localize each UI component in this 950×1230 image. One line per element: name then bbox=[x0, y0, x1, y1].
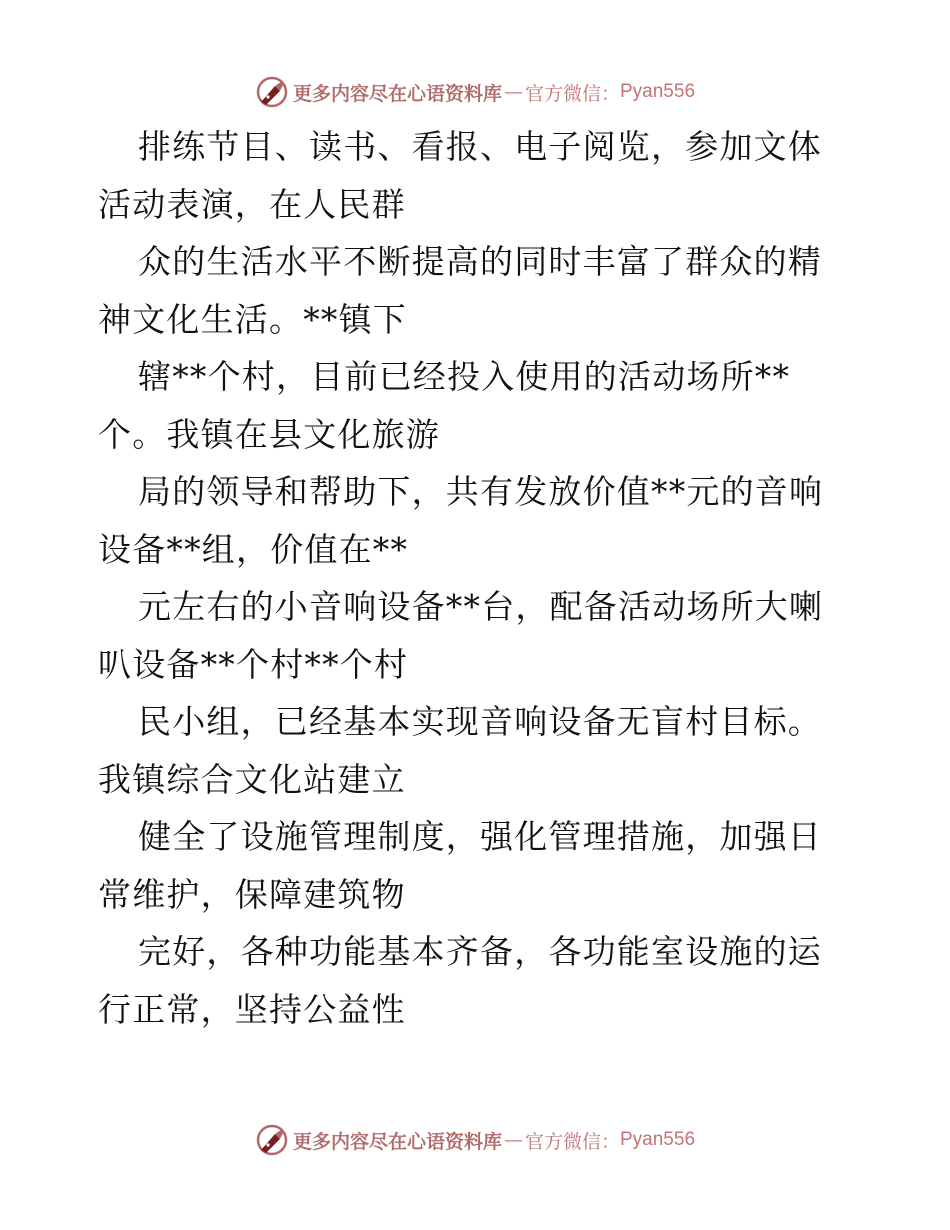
footer-promo-text: 更多内容尽在心语资料库 bbox=[292, 1130, 502, 1153]
body-paragraph-2: 众的生活水平不断提高的同时丰富了群众的精神文化生活。**镇下 bbox=[98, 242, 822, 339]
pen-nib-logo-icon bbox=[255, 75, 289, 109]
body-paragraph-6: 民小组，已经基本实现音响设备无盲村目标。我镇综合文化站建立 bbox=[98, 702, 822, 799]
footer-wechat-label: 官方微信： bbox=[524, 1130, 620, 1153]
body-paragraph-5: 元左右的小音响设备**台，配备活动场所大喇叭设备**个村**个村 bbox=[98, 587, 824, 684]
body-paragraph-3: 辖**个村，目前已经投入使用的活动场所**个。我镇在县文化旅游 bbox=[98, 357, 791, 454]
header-promo-text: 更多内容尽在心语资料库 bbox=[292, 82, 502, 105]
body-paragraph-7: 健全了设施管理制度，强化管理措施，加强日常维护，保障建筑物 bbox=[98, 817, 822, 914]
header-wechat-id: Pyan556 bbox=[620, 81, 696, 102]
body-paragraph-8: 完好，各种功能基本齐备，各功能室设施的运行正常，坚持公益性 bbox=[98, 932, 822, 1029]
body-paragraph-4: 局的领导和帮助下，共有发放价值**元的音响设备**组，价值在** bbox=[98, 472, 824, 569]
footer-banner bbox=[0, 1120, 950, 1160]
pen-nib-logo-icon bbox=[255, 1123, 289, 1157]
header-banner bbox=[0, 72, 950, 112]
header-wechat-label: 官方微信： bbox=[524, 82, 620, 105]
footer-wechat-id: Pyan556 bbox=[620, 1129, 696, 1150]
body-paragraph-1: 排练节目、读书、看报、电子阅览，参加文体活动表演，在人民群 bbox=[98, 127, 822, 224]
header-dash: — bbox=[503, 81, 523, 103]
document-body bbox=[98, 118, 854, 1038]
footer-dash: — bbox=[503, 1129, 523, 1151]
